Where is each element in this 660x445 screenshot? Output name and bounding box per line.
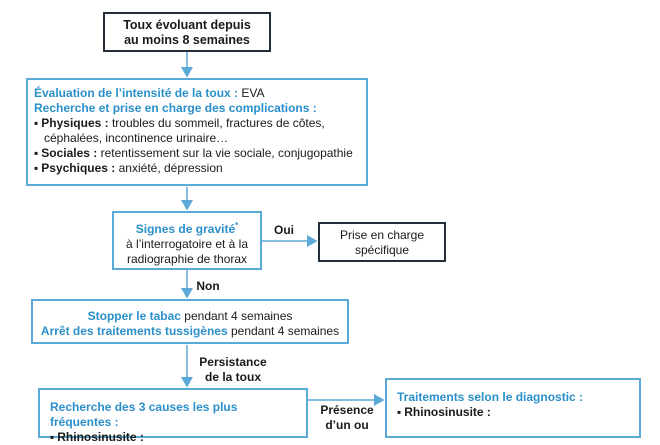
specific-line-1: Prise en charge: [339, 228, 425, 242]
presence-line-2: d’un ou: [325, 418, 369, 432]
gravity-line-3: radiographie de thorax: [126, 252, 248, 266]
gravity-box: [112, 211, 262, 270]
persistance-line-2: de la toux: [204, 370, 261, 384]
label-oui: Oui: [274, 223, 294, 237]
specific-line-2: spécifique: [354, 243, 410, 257]
sociales-label: Sociales :: [41, 146, 98, 160]
sociales-item: [34, 146, 358, 161]
complications-subtitle: Recherche et prise en charge des complications :: [34, 101, 317, 115]
treatment-box: [385, 378, 641, 438]
gravity-title-text: Signes de gravité: [135, 222, 236, 236]
physiques-text: troubles du sommeil, fractures de côtes,: [108, 116, 325, 130]
treatment-item-1: ▪ Rhinosinusite :: [397, 405, 631, 420]
sociales-text: retentissement sur la vie sociale, conjugopathie: [97, 146, 353, 160]
gravity-line-2: à l’interrogatoire et à la: [125, 237, 249, 251]
stop-tabac-duration: pendant 4 semaines: [180, 309, 293, 323]
physiques-label: Physiques :: [41, 116, 109, 130]
presence-line-1: Présence: [320, 403, 374, 417]
evaluation-box: [26, 78, 368, 186]
causes-box: [38, 388, 308, 444]
causes-title: Recherche des 3 causes les plus fréquentes :: [50, 400, 238, 429]
start-line-2: au moins 8 semaines: [124, 33, 250, 47]
physiques-continuation: céphalées, incontinence urinaire…: [44, 131, 229, 145]
start-line-1: Toux évoluant depuis: [123, 18, 251, 32]
causes-item-1: ▪ Rhinosinusite :: [50, 430, 298, 445]
psychiques-label: Psychiques :: [41, 161, 116, 175]
label-non: Non: [196, 279, 220, 293]
label-presence: [314, 403, 380, 433]
evaluation-title: [34, 86, 358, 101]
stop-tabac-label: Stopper le tabac: [87, 309, 181, 323]
evaluation-title-value: EVA: [238, 86, 265, 100]
psychiques-text: anxiété, dépression: [115, 161, 223, 175]
evaluation-title-label: Évaluation de l’intensité de la toux :: [34, 86, 239, 100]
persistance-line-1: Persistance: [199, 355, 267, 369]
stop-line-1: [33, 309, 347, 324]
stop-treatments-label: Arrêt des traitements tussigènes: [40, 324, 228, 338]
gravity-title: [114, 218, 260, 237]
psychiques-item: [34, 161, 358, 176]
stop-box: [31, 299, 349, 344]
label-persistance: [193, 355, 273, 385]
physiques-item: [34, 116, 358, 131]
stop-treatments-duration: pendant 4 semaines: [227, 324, 340, 338]
stop-line-2: [33, 324, 347, 339]
gravity-asterisk: *: [235, 221, 239, 230]
start-box: [103, 12, 271, 52]
specific-box: [318, 222, 446, 262]
treatment-title: Traitements selon le diagnostic :: [397, 390, 584, 404]
